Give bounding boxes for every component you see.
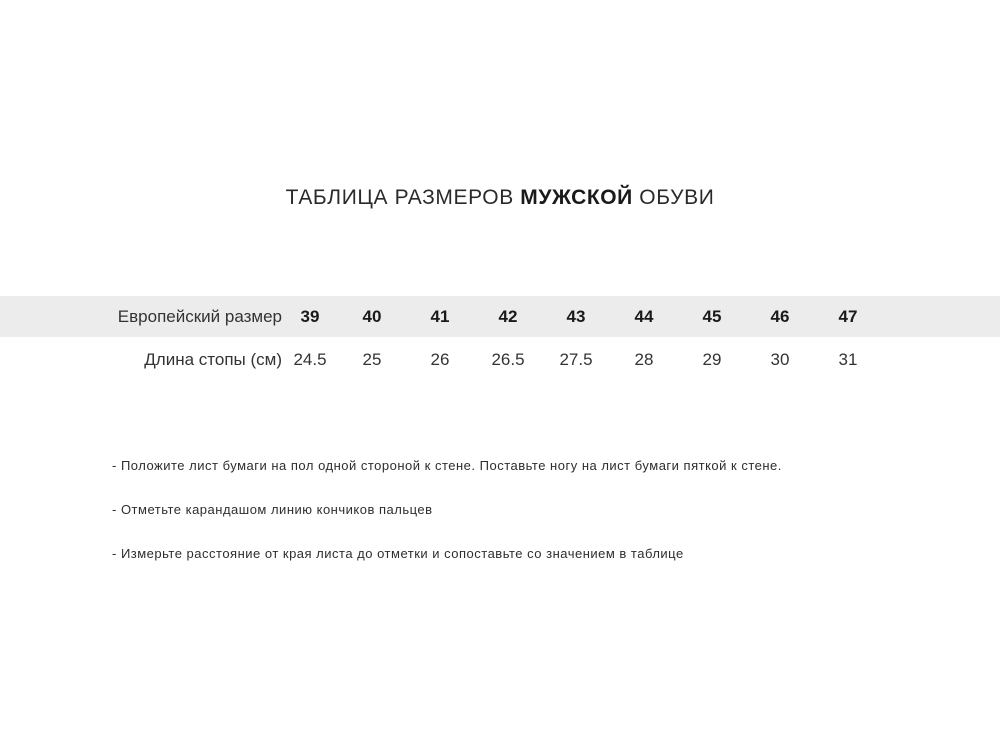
page-title — [0, 186, 1000, 210]
instruction-step-3: - Измерьте расстояние от края листа до отметки и сопоставьте со значением в таблице — [112, 546, 684, 561]
european-size-cell: 43 — [566, 306, 586, 326]
foot-length-cell: 28 — [634, 350, 654, 369]
european-size-cell: 44 — [634, 306, 654, 326]
foot-length-cell: 27.5 — [559, 350, 593, 369]
european-size-cell: 45 — [702, 306, 722, 326]
size-table — [0, 296, 1000, 383]
european-size-cell: 47 — [838, 306, 858, 326]
row-end-spacer — [882, 296, 1000, 337]
european-size-cell: 41 — [430, 306, 450, 326]
european-size-row — [0, 296, 1000, 337]
european-size-cell: 40 — [362, 306, 382, 326]
title-suffix: ОБУВИ — [632, 186, 715, 209]
european-size-cell: 39 — [300, 306, 320, 326]
instruction-list — [112, 458, 782, 590]
title-emphasis: МУЖСКОЙ — [520, 186, 633, 209]
instruction-step-2: - Отметьте карандашом линию кончиков пальцев — [112, 502, 433, 517]
foot-length-cell: 24.5 — [293, 350, 327, 369]
foot-length-cell: 30 — [770, 350, 790, 369]
foot-length-cell: 29 — [702, 350, 722, 369]
title-prefix: ТАБЛИЦА РАЗМЕРОВ — [285, 186, 521, 209]
foot-length-cell: 25 — [362, 350, 382, 369]
instruction-step-1: - Положите лист бумаги на пол одной стороной к стене. Поставьте ногу на лист бумаги пяткой к стене. — [112, 458, 782, 473]
foot-length-cell: 26 — [430, 350, 450, 369]
row-end-spacer — [882, 337, 1000, 383]
foot-length-row — [0, 337, 1000, 383]
foot-length-cell: 26.5 — [491, 350, 525, 369]
foot-length-cell: 31 — [838, 350, 858, 369]
european-size-cell: 42 — [498, 306, 518, 326]
european-size-label: Европейский размер — [117, 306, 282, 326]
foot-length-label: Длина стопы (см) — [144, 350, 282, 369]
european-size-cell: 46 — [770, 306, 790, 326]
